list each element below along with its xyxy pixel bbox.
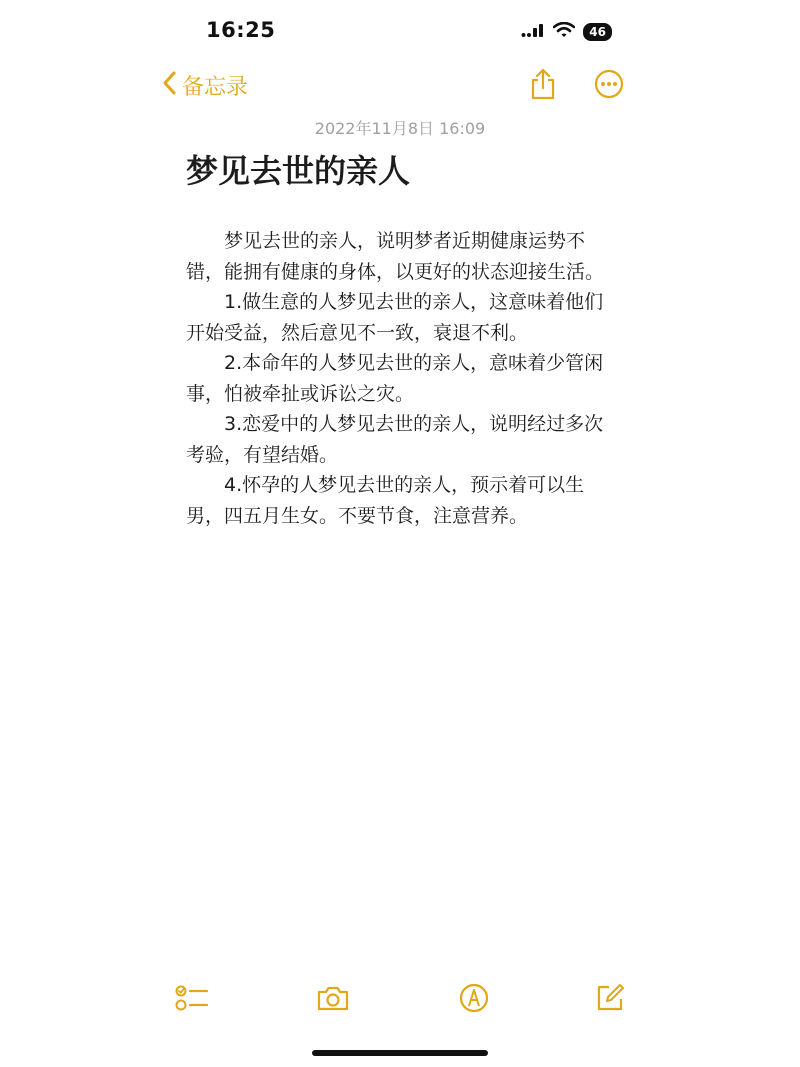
- back-label: 备忘录: [182, 75, 249, 100]
- bottom-toolbar: [0, 978, 800, 1018]
- note-paragraph: 2.本命年的人梦见去世的亲人，意味着少管闲事，怕被牵扯或诉讼之灾。: [186, 352, 604, 405]
- nav-actions: [530, 68, 624, 100]
- note-paragraph: 梦见去世的亲人，说明梦者近期健康运势不错，能拥有健康的身体，以更好的状态迎接生活。: [186, 230, 605, 283]
- share-icon[interactable]: [530, 68, 556, 100]
- note-paragraph: 4.怀孕的人梦见去世的亲人，预示着可以生男，四五月生女。不要节食，注意营养。: [186, 474, 585, 527]
- camera-icon[interactable]: [313, 978, 353, 1018]
- note-paragraph: 3.恋爱中的人梦见去世的亲人，说明经过多次考验，有望结婚。: [186, 413, 604, 466]
- note-title[interactable]: 梦见去世的亲人: [186, 152, 411, 190]
- chevron-left-icon: [162, 71, 176, 101]
- signal-icon: [521, 23, 545, 42]
- checklist-icon[interactable]: [172, 978, 212, 1018]
- note-date: 2022年11月8日 16:09: [314, 119, 486, 138]
- note-body[interactable]: [186, 226, 616, 531]
- wifi-icon: [553, 22, 575, 42]
- note-paragraph: 1.做生意的人梦见去世的亲人，这意味着他们开始受益，然后意见不一致，衰退不利。: [186, 291, 604, 344]
- more-icon[interactable]: [594, 69, 624, 99]
- home-indicator[interactable]: [312, 1050, 488, 1056]
- status-indicators: [521, 22, 612, 42]
- status-time: 16:25: [206, 18, 276, 42]
- back-button[interactable]: [162, 70, 248, 101]
- battery-icon: 46: [583, 23, 612, 41]
- compose-icon[interactable]: [590, 978, 630, 1018]
- markup-icon[interactable]: [454, 978, 494, 1018]
